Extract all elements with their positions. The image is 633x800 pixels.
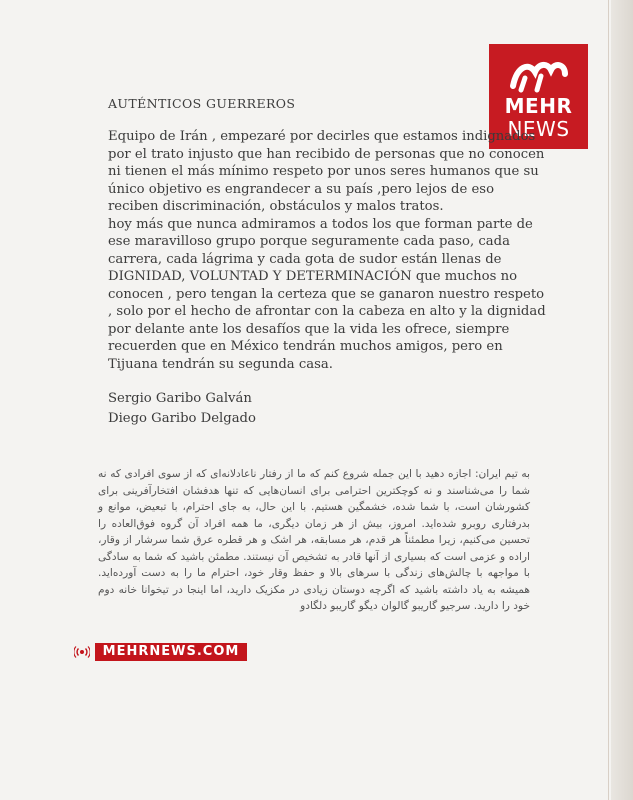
persian-translation-text: به تیم ایران: اجازه دهید با این جمله شروع کنم که ما از رفتار ناعادلانه‌ای که از سوی افرادی که نه شما را می‌شناسند و نه کوچکترین احترامی برای انسان‌هایی که تنها هدفشان افتخارآفرینی برای کشورشان است، با شما شده، خشمگین هستیم. با این حال، به جای احترام، با تبعیض، موانع و بدرفتاری روبرو شده‌اید. امروز، بیش از هر زمان دیگری، ما همه افراد آن گروه فوق‌العاده را تحسین می‌کنیم، زیرا مطمئناً هر قدم، هر مسابقه، هر اشک و هر قطره عرق شما سرشار از وقار، اراده و عزمی است که بسیاری از آنها قادر به تشخیص آن نیستند. مطمئن باشید که شما به سادگی با مواجهه با چالش‌های زندگی با سرهای بالا و حفظ وقار خود، احترام ما را به دست آورده‌اید. همیشه به یاد داشته باشید که اگرچه دوستان زیادی در مکزیک دارید، اما اینجا در تیخوانا خانه دوم خود را دارید. سرجیو گاریبو گالوان دیگو گاریبو دلگادو <box>98 468 530 612</box>
broadcast-icon <box>74 644 90 660</box>
letter-body <box>108 128 548 373</box>
letter-paragraph-1: Equipo de Irán , empezaré por decirles que estamos indignados por el trato injusto que han recibido de personas que no conocen ni tienen el más mínimo respeto por unos seres humanos que su único objetivo es engrandecer a su país ,pero lejos de eso reciben discriminación, obstáculos y malos tratos. <box>108 129 545 214</box>
mehrnews-url-badge: MEHRNEWS.COM <box>95 643 247 661</box>
signature-1: Sergio Garibo Galván <box>108 391 252 406</box>
logo-word-news: NEWS <box>507 117 570 141</box>
signature-2: Diego Garibo Delgado <box>108 411 256 426</box>
logo-word-mehr: MEHR <box>504 94 573 118</box>
letter-title: AUTÉNTICOS GUERREROS <box>108 96 296 111</box>
persian-translation <box>98 466 530 615</box>
page-border-line <box>608 0 609 800</box>
page-edge <box>611 0 633 800</box>
mehr-emblem-icon <box>507 56 571 96</box>
letter-paragraph-2: hoy más que nunca admiramos a todos los que forman parte de ese maravilloso grupo porque seguramente cada paso, cada carrera, cada lágrima y cada gota de sudor están llenas de DIGNIDAD, VOLUNTAD Y DETERMINACIÓN que muchos no conocen , pero tengan la certeza que se ganaron nuestro respeto , solo por el hecho de afrontar con la cabeza en alto y la dignidad por delante ante los desafíos que la vida les ofrece, siempre recuerden que en México tendrán muchos amigos, pero en Tijuana tendrán su segunda casa. <box>108 216 546 372</box>
